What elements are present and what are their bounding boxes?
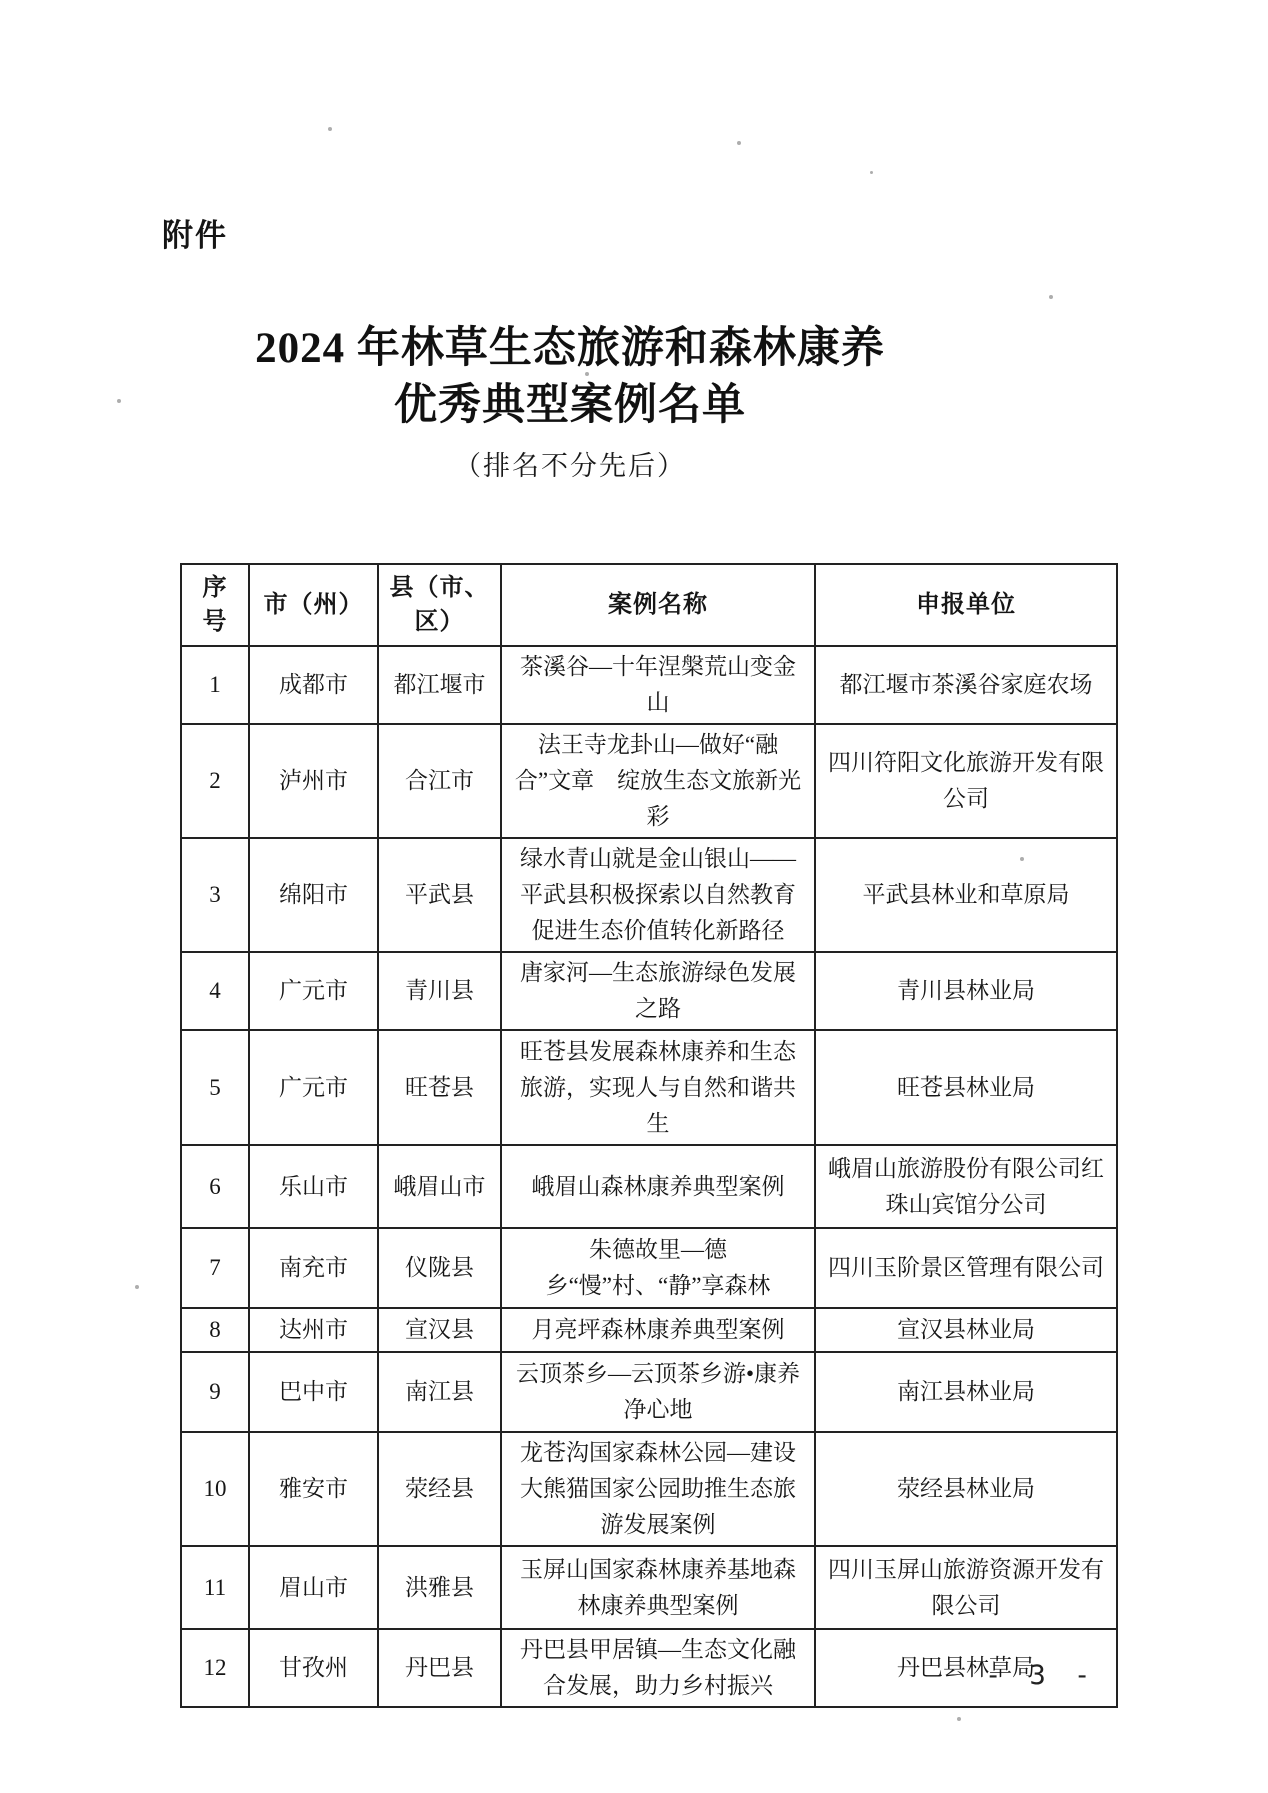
cell-county: 洪雅县: [378, 1546, 501, 1629]
document-subtitle: （排名不分先后）: [454, 451, 686, 481]
cell-no: 2: [181, 724, 249, 838]
cell-no: 11: [181, 1546, 249, 1629]
cell-no: 10: [181, 1432, 249, 1546]
cell-no: 8: [181, 1308, 249, 1352]
cell-org: 平武县林业和草原局: [815, 838, 1117, 952]
cell-county: 南江县: [378, 1352, 501, 1432]
column-header-org: 申报单位: [815, 564, 1117, 646]
table-row: [181, 838, 1117, 952]
cell-case: 唐家河—生态旅游绿色发展之路: [501, 952, 815, 1030]
document-title: [0, 320, 1140, 434]
table-row: [181, 1228, 1117, 1308]
cell-org: 荥经县林业局: [815, 1432, 1117, 1546]
table-row: [181, 1352, 1117, 1432]
cell-case: 朱德故里—德乡“慢”村、“静”享森林: [501, 1228, 815, 1308]
cell-no: 6: [181, 1145, 249, 1228]
cell-city: 绵阳市: [249, 838, 378, 952]
cell-county: 仪陇县: [378, 1228, 501, 1308]
cell-city: 成都市: [249, 646, 378, 724]
table-row: [181, 1546, 1117, 1629]
cell-case: 龙苍沟国家森林公园—建设大熊猫国家公园助推生态旅游发展案例: [501, 1432, 815, 1546]
cell-city: 眉山市: [249, 1546, 378, 1629]
cell-no: 1: [181, 646, 249, 724]
table-row: [181, 646, 1117, 724]
scan-speck: [870, 171, 873, 174]
cell-org: 南江县林业局: [815, 1352, 1117, 1432]
table-header-row: [181, 564, 1117, 646]
column-header-city: 市（州）: [249, 564, 378, 646]
cell-city: 南充市: [249, 1228, 378, 1308]
cell-city: 泸州市: [249, 724, 378, 838]
cell-county: 青川县: [378, 952, 501, 1030]
cell-org: 峨眉山旅游股份有限公司红珠山宾馆分公司: [815, 1145, 1117, 1228]
cell-city: 巴中市: [249, 1352, 378, 1432]
cell-case: 玉屏山国家森林康养基地森林康养典型案例: [501, 1546, 815, 1629]
cell-org: 青川县林业局: [815, 952, 1117, 1030]
table-row: [181, 1629, 1117, 1707]
table-row: [181, 1432, 1117, 1546]
cell-case: 旺苍县发展森林康养和生态旅游，实现人与自然和谐共生: [501, 1030, 815, 1145]
cell-city: 雅安市: [249, 1432, 378, 1546]
cell-org: 四川玉屏山旅游资源开发有限公司: [815, 1546, 1117, 1629]
cell-case: 茶溪谷—十年涅槃荒山变金山: [501, 646, 815, 724]
table-row: [181, 1030, 1117, 1145]
cell-case: 丹巴县甲居镇—生态文化融合发展，助力乡村振兴: [501, 1629, 815, 1707]
cell-city: 甘孜州: [249, 1629, 378, 1707]
table-row: [181, 1308, 1117, 1352]
column-header-no: 序号: [181, 564, 249, 646]
cell-city: 乐山市: [249, 1145, 378, 1228]
cell-org: 都江堰市茶溪谷家庭农场: [815, 646, 1117, 724]
page-number: - 3 -: [985, 1660, 1097, 1691]
table-row: [181, 724, 1117, 838]
column-header-case: 案例名称: [501, 564, 815, 646]
cell-county: 荥经县: [378, 1432, 501, 1546]
scan-speck: [1049, 295, 1053, 299]
table-row: [181, 1145, 1117, 1228]
cell-city: 广元市: [249, 1030, 378, 1145]
attachment-label: 附件: [162, 218, 228, 253]
cell-no: 4: [181, 952, 249, 1030]
column-header-county: 县（市、区）: [378, 564, 501, 646]
cell-county: 宣汉县: [378, 1308, 501, 1352]
cell-city: 达州市: [249, 1308, 378, 1352]
cell-county: 合江市: [378, 724, 501, 838]
scan-speck: [957, 1717, 961, 1721]
table-row: [181, 952, 1117, 1030]
cell-no: 9: [181, 1352, 249, 1432]
cell-org: 旺苍县林业局: [815, 1030, 1117, 1145]
cell-org: 宣汉县林业局: [815, 1308, 1117, 1352]
cell-no: 5: [181, 1030, 249, 1145]
scan-speck: [135, 1285, 139, 1289]
cell-no: 3: [181, 838, 249, 952]
cell-county: 旺苍县: [378, 1030, 501, 1145]
document-title-line2: 优秀典型案例名单: [394, 382, 746, 429]
cell-county: 都江堰市: [378, 646, 501, 724]
cell-org: 四川玉阶景区管理有限公司: [815, 1228, 1117, 1308]
cell-no: 7: [181, 1228, 249, 1308]
cell-county: 丹巴县: [378, 1629, 501, 1707]
cell-case: 绿水青山就是金山银山——平武县积极探索以自然教育促进生态价值转化新路径: [501, 838, 815, 952]
cell-county: 平武县: [378, 838, 501, 952]
scan-speck: [328, 127, 332, 131]
cell-city: 广元市: [249, 952, 378, 1030]
scan-speck: [737, 141, 741, 145]
cell-case: 峨眉山森林康养典型案例: [501, 1145, 815, 1228]
cell-org: 四川符阳文化旅游开发有限公司: [815, 724, 1117, 838]
cell-case: 云顶茶乡—云顶茶乡游•康养净心地: [501, 1352, 815, 1432]
cell-no: 12: [181, 1629, 249, 1707]
cell-county: 峨眉山市: [378, 1145, 501, 1228]
cases-table: [180, 563, 1118, 1708]
cell-org: 丹巴县林草局: [815, 1629, 1117, 1707]
cell-case: 法王寺龙卦山—做好“融合”文章 绽放生态文旅新光彩: [501, 724, 815, 838]
document-title-line1: 2024 年林草生态旅游和森林康养: [255, 325, 885, 372]
cell-case: 月亮坪森林康养典型案例: [501, 1308, 815, 1352]
